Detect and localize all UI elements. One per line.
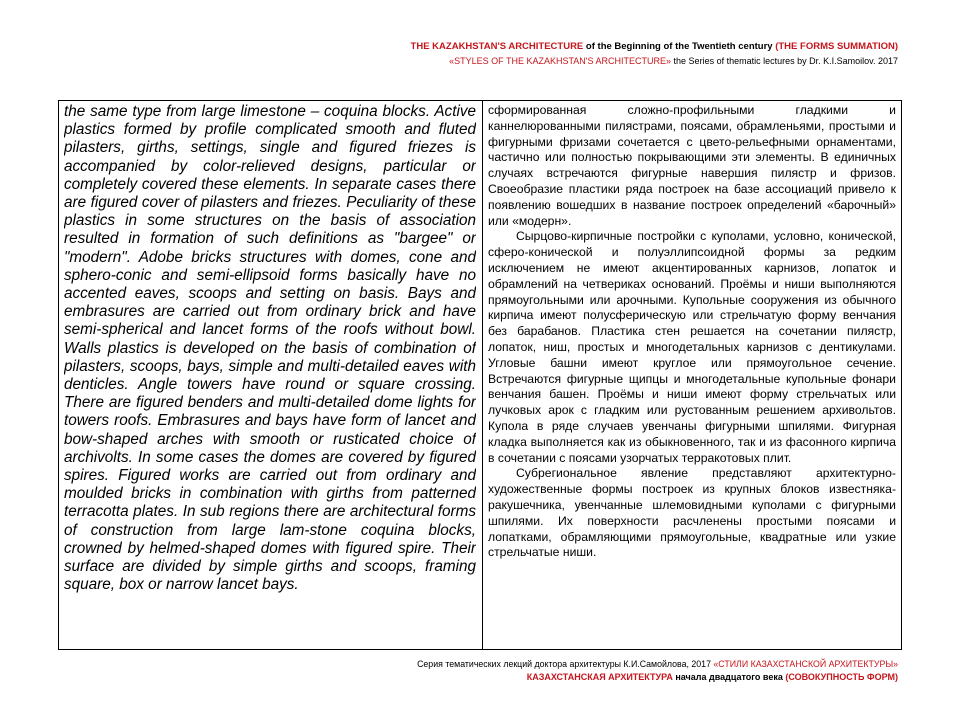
footer-series-main: Серия тематических лекций доктора архитектуры К.И.Самойлова, 2017: [417, 659, 714, 669]
footer-title-line: [417, 671, 898, 684]
russian-paragraph-3: Субрегиональное явление представляют архитектурно-художественные формы построек из крупных блоков известняка-ракушечника, увенчанные шлемовидными куполами с фигурными шпилями. Их поверхности расчленены простыми поясами и лопатками, обрамляющими прямоугольные, квадратные или узкие стрельчатые ниши.: [488, 466, 896, 560]
page-header: [411, 40, 898, 68]
footer-series-tail: «СТИЛИ КАЗАХСТАНСКОЙ АРХИТЕКТУРЫ»: [713, 659, 898, 669]
header-title-line: [411, 40, 898, 54]
russian-paragraph-2: Сырцово-кирпичные постройки с куполами, условно, конической, сферо-конической и полуэллипсоидной формы за редким исключением не имеют акцентированных карнизов, лопаток и обрамлений на четвериках оснований. Проёмы и ниши выполняются прямоугольными или арочными. Купольные сооружения из обычного кирпича имеют полусферическую или стрельчатую форму венчания без барабанов. Пластика стен решается на сочетании пилястр, лопаток, ниш, простых и многодетальных карнизов с дентикулами. Угловые башни имеют круглое или прямоугольное сечение. Встречаются фигурные щипцы и многодетальные купольные фонари венчания башен. Проёмы и ниши имеют форму стрельчатых или лучковых арок с гладким или рустованным решением архивольтов. Купола в ряде случаев увенчаны фигурными шпилями. Фигурная кладка выполняется как из обыкновенного, так и из фасонного кирпича в сочетании с поясами узорчатых терракотовых плит.: [488, 229, 896, 465]
footer-series-line: [417, 658, 898, 671]
header-title-main: THE KAZAKHSTAN'S ARCHITECTURE: [410, 41, 584, 52]
english-paragraph: the same type from large limestone – coquina blocks. Active plastics formed by profile complicated smooth and fluted pilasters, girths, settings, single and figured friezes is accompanied by color-relieved designs, particular or completely covered these elements. In separate cases there are figured cover of pilasters and friezes. Peculiarity of these plastics in some structures on the basis of association resulted in formation of such definitions as "bargee" or "modern". Adobe bricks structures with domes, cone and sphero-conic and semi-ellipsoid forms basically have no accented eaves, scoops and setting on basis. Bays and embrasures are carried out from ordinary brick and have semi-spherical and lancet forms of the roofs without bowl. Walls plastics is developed on the basis of combination of pilasters, scoops, bays, simple and multi-detailed eaves with denticles. Angle towers have round or square crossing. There are figured benders and multi-detailed dome lights for towers roofs. Embrasures and bays have form of lancet and bow-shaped arches with smooth or rusticated choice of archivolts. In some cases the domes are covered by figured spires. Figured works are carried out from ordinary and moulded bricks in combination with girths from patterned terracotta plates. In sub regions there are architectural forms of construction from large lam-stone coquina blocks, crowned by helmed-shaped domes with figured spire. Their surface are divided by simple girths and scoops, framing square, box or narrow lancet bays.: [64, 103, 476, 594]
russian-paragraph-1: сформированная сложно-профильными гладкими и каннелюрованными пилястрами, поясами, обрамленьями, простыми и фигурными фризами сочетается с цвето-рельефными орнаментами, частично или полностью покрывающими эти элементы. В единичных случаях встречаются фигурные навершия пилястр и фризов. Своеобразие пластики ряда построек на базе ассоциаций привело к появлению вошедших в название построек определений «барочный» или «модерн».: [488, 103, 896, 228]
footer-title-mid: начала двадцатого века: [672, 672, 786, 682]
footer-title-tail: (СОВОКУПНОСТЬ ФОРМ): [785, 672, 898, 682]
header-subtitle-line: [411, 54, 898, 68]
header-title-mid: of the Beginning of the Twentieth century: [583, 41, 776, 52]
header-title-tail: (THE FORMS SUMMATION): [775, 41, 898, 52]
russian-text-column: [488, 103, 896, 647]
footer-title-main: КАЗАХСТАНСКАЯ АРХИТЕКТУРА: [526, 672, 673, 682]
header-subtitle-main: «STYLES OF THE KAZAKHSTAN'S ARCHITECTURE»: [449, 56, 672, 66]
header-subtitle-tail: the Series of thematic lectures by Dr. K.I.Samoilov. 2017: [671, 56, 898, 66]
page-footer: [417, 658, 898, 684]
english-text-column: [64, 103, 476, 647]
column-divider: [482, 100, 483, 650]
